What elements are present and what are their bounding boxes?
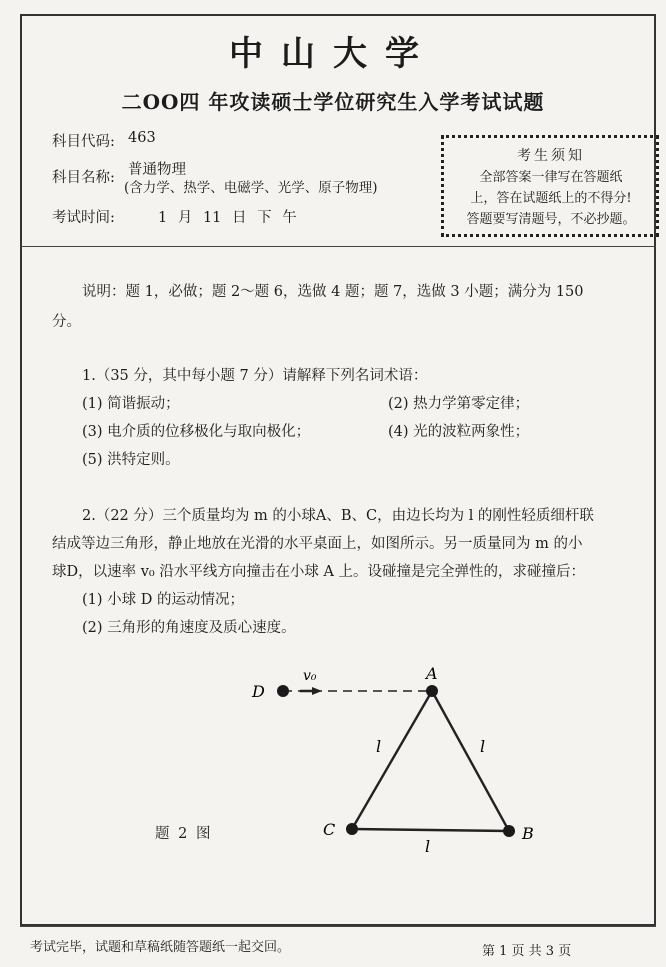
- subject-scope: (含力学、热学、电磁学、光学、原子物理): [124, 180, 378, 196]
- exam-title: 二OO四 年攻读硕士学位研究生入学考试试题: [121, 90, 545, 114]
- q1-item-5: (5) 洪特定则。: [82, 452, 180, 468]
- exam-time: 1 月 11 日 下 午: [158, 210, 297, 226]
- velocity-arrowhead: [312, 687, 322, 695]
- page-number: 第 1 页 共 3 页: [482, 944, 572, 959]
- label-c: C: [323, 820, 336, 839]
- rod-ac: [352, 691, 432, 829]
- ball-b: [503, 825, 515, 837]
- notice-line: 上，答在试题纸上的不得分!: [470, 191, 632, 206]
- subject-code: 463: [128, 130, 156, 146]
- subject-code-label: 科目代码:: [52, 134, 115, 150]
- university-name: 中山大学: [229, 34, 437, 74]
- ball-a: [426, 685, 438, 697]
- notice-line: 答题要写清题号，不必抄题。: [466, 212, 636, 227]
- footer-note: 考试完毕，试题和草稿纸随答题纸一起交回。: [30, 940, 291, 955]
- figure-caption: 题 2 图: [155, 826, 211, 842]
- label-l-left: l: [376, 737, 382, 756]
- q1-stem: 1.（35 分，其中每小题 7 分）请解释下列名词术语：: [82, 368, 428, 384]
- rod-ab: [432, 691, 509, 831]
- q1-item-3: (3) 电介质的位移极化与取向极化；: [82, 424, 311, 440]
- instructions-line1: 说明：题 1，必做；题 2～题 6，选做 4 题；题 7，选做 3 小题；满分为 150: [82, 284, 584, 300]
- label-d: D: [252, 682, 265, 701]
- q2-line3: 球D，以速率 v₀ 沿水平线方向撞击在小球 A 上。设碰撞是完全弹性的，求碰撞后：: [52, 564, 586, 580]
- label-v0: v₀: [303, 668, 317, 684]
- q1-item-1: (1) 简谐振动；: [82, 396, 180, 412]
- q2-line1: 2.（22 分）三个质量均为 m 的小球A、B、C，由边长均为 l 的刚性轻质细杆联: [82, 508, 594, 524]
- notice-line: 全部答案一律写在答题纸: [479, 170, 623, 185]
- exam-time-label: 考试时间:: [52, 210, 115, 226]
- ball-d: [277, 685, 289, 697]
- notice-title: 考生须知: [517, 148, 585, 164]
- label-a: A: [426, 664, 438, 683]
- label-b: B: [522, 824, 534, 843]
- label-l-bottom: l: [425, 837, 431, 856]
- instructions-line2: 分。: [52, 314, 81, 330]
- q1-item-4: (4) 光的波粒两象性；: [388, 424, 530, 440]
- subject-name-label: 科目名称:: [52, 170, 115, 186]
- subject-name: 普通物理: [128, 162, 186, 178]
- rod-cb: [352, 829, 509, 831]
- q2-line2: 结成等边三角形，静止地放在光滑的水平桌面上，如图所示。另一质量同为 m 的小: [52, 536, 583, 552]
- q1-item-2: (2) 热力学第零定律；: [388, 396, 530, 412]
- q2-sub1: (1) 小球 D 的运动情况；: [82, 592, 244, 608]
- ball-c: [346, 823, 358, 835]
- q2-sub2: (2) 三角形的角速度及质心速度。: [82, 620, 296, 636]
- label-l-right: l: [480, 737, 486, 756]
